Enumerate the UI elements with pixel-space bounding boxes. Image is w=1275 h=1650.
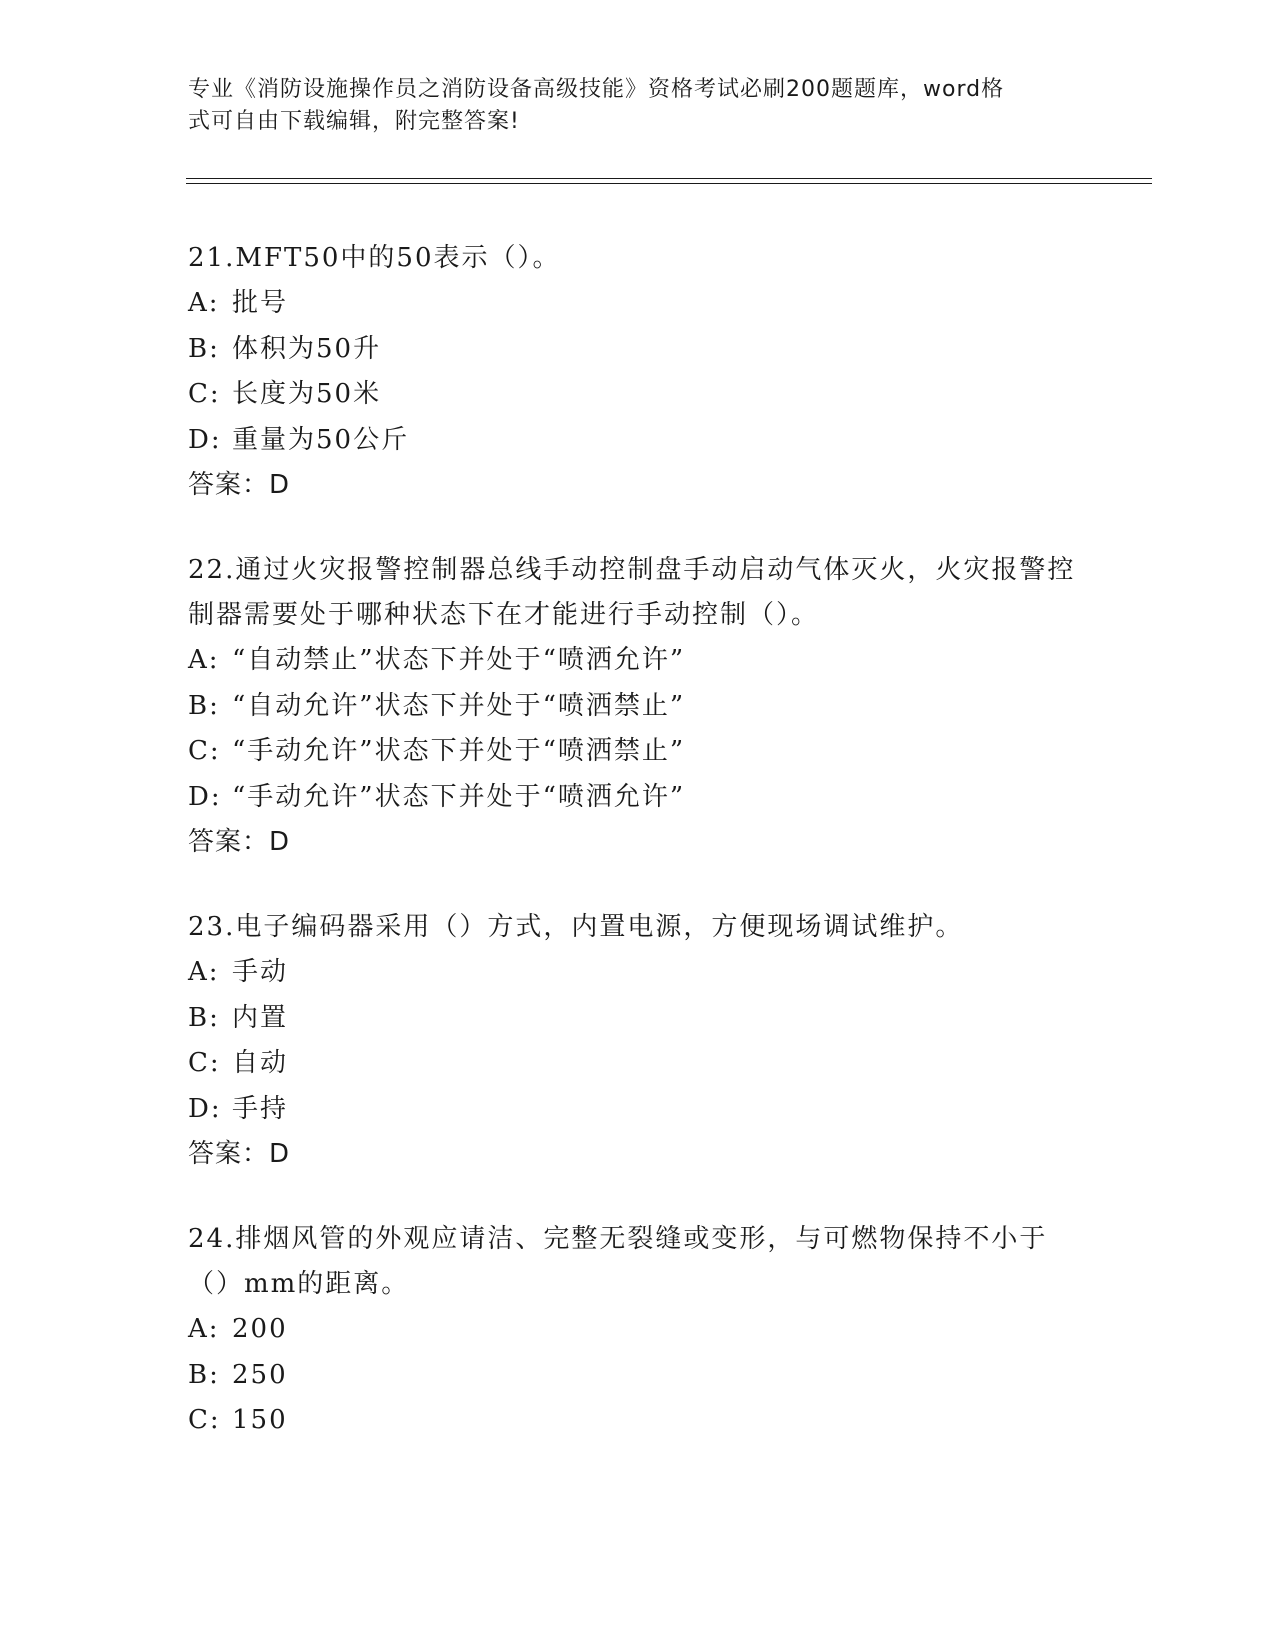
option-c [188, 1398, 1088, 1444]
option-letter: C: [188, 1405, 221, 1435]
option-letter: D: [188, 1093, 222, 1124]
option-a [188, 638, 1088, 684]
question-21 [188, 236, 1088, 508]
answer-line: 答案：D [188, 1139, 291, 1169]
option-text: 内置 [232, 1002, 289, 1033]
question-stem: 22.通过火灾报警控制器总线手动控制盘手动启动气体灭火，火灾报警控制器需要处于哪种状态下在才能进行手动控制（）。 [188, 555, 1076, 630]
option-letter: C: [188, 379, 221, 409]
answer-line: 答案：D [188, 470, 291, 500]
option-c [188, 372, 1088, 418]
option-text: 150 [232, 1405, 288, 1435]
question-22 [188, 548, 1088, 865]
option-letter: D: [188, 424, 222, 455]
option-letter: A: [188, 288, 220, 318]
option-letter: A: [188, 957, 220, 987]
option-c [188, 1041, 1088, 1087]
option-text: 手持 [232, 1093, 289, 1124]
option-letter: B: [188, 1359, 220, 1390]
option-text: “手动允许”状态下并处于“喷洒禁止” [232, 736, 686, 766]
option-text: 200 [232, 1314, 288, 1344]
option-a [188, 950, 1088, 996]
option-text: 体积为50升 [232, 333, 382, 364]
question-23 [188, 905, 1088, 1177]
option-d [188, 775, 1088, 821]
option-text: 批号 [232, 288, 289, 318]
option-text: 重量为50公斤 [232, 424, 410, 455]
header-line-1: 专业《消防设施操作员之消防设备高级技能》资格考试必刷200题题库，word格 [188, 77, 1005, 102]
question-stem: 21.MFT50中的50表示（）。 [188, 243, 561, 273]
document-header [188, 74, 1068, 138]
option-letter: B: [188, 333, 220, 364]
option-text: 自动 [232, 1048, 289, 1078]
option-b [188, 996, 1088, 1042]
option-b [188, 327, 1088, 373]
option-letter: C: [188, 1048, 221, 1078]
option-text: “自动禁止”状态下并处于“喷洒允许” [232, 645, 686, 675]
option-a [188, 1307, 1088, 1353]
option-text: “自动允许”状态下并处于“喷洒禁止” [232, 690, 686, 721]
answer-line: 答案：D [188, 827, 291, 857]
option-d [188, 1087, 1088, 1133]
option-text: 手动 [232, 957, 289, 987]
option-a [188, 281, 1088, 327]
option-letter: D: [188, 781, 222, 812]
question-list [188, 236, 1088, 1484]
option-b [188, 684, 1088, 730]
header-divider-bottom [186, 183, 1152, 184]
question-stem: 23.电子编码器采用（）方式，内置电源，方便现场调试维护。 [188, 912, 964, 942]
question-24 [188, 1217, 1088, 1444]
header-divider-top [186, 178, 1152, 179]
option-text: “手动允许”状态下并处于“喷洒允许” [232, 781, 686, 812]
header-line-2: 式可自由下载编辑，附完整答案! [188, 109, 520, 134]
option-text: 250 [232, 1359, 288, 1390]
option-letter: A: [188, 645, 220, 675]
option-letter: A: [188, 1314, 220, 1344]
option-letter: B: [188, 690, 220, 721]
question-stem: 24.排烟风管的外观应请洁、完整无裂缝或变形，与可燃物保持不小于（）mm的距离。 [188, 1224, 1048, 1299]
option-d [188, 418, 1088, 464]
option-text: 长度为50米 [232, 379, 382, 409]
option-b [188, 1353, 1088, 1399]
option-letter: C: [188, 736, 221, 766]
option-letter: B: [188, 1002, 220, 1033]
option-c [188, 729, 1088, 775]
